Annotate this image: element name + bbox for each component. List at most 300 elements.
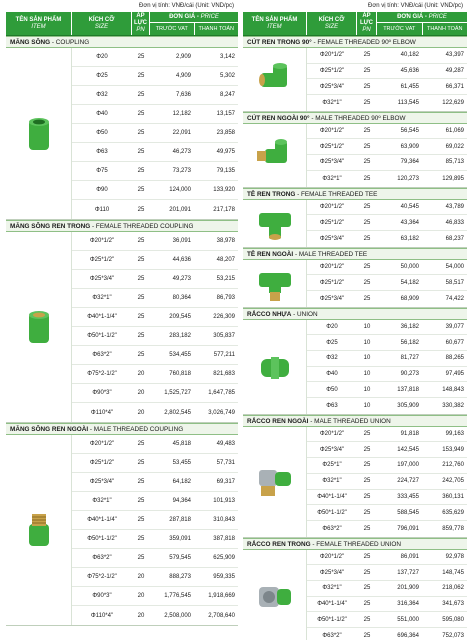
price-pre-vat-cell: 40,182 <box>400 52 419 59</box>
header-pn: ÁP LỰC <box>134 13 147 27</box>
size-cell: Φ25 <box>96 73 108 79</box>
pn-cell: 25 <box>363 83 371 90</box>
section-title-en: - MALE THREADED UNION <box>308 417 391 425</box>
price-pre-vat-cell: 50,000 <box>400 263 419 270</box>
table-row <box>72 251 238 270</box>
table-row <box>72 435 238 454</box>
table-row <box>72 454 238 473</box>
price-pre-vat-cell: 49,273 <box>172 276 191 282</box>
size-cell: Φ63*2" <box>92 352 112 358</box>
table-row <box>307 382 467 398</box>
table-header: TÊN SẢN PHẨM ITEM KÍCH CỠ SIZE ÁP LỰC PN ĐƠN GIÁ - PRICE TRƯỚC VAT THANH TOÁN <box>6 12 238 36</box>
section-title-en: - MALE THREADED TEE <box>293 250 368 258</box>
pn-cell: 25 <box>137 257 145 263</box>
price-pre-vat-cell: 86,091 <box>400 553 419 560</box>
price-pre-vat-cell: 46,273 <box>172 149 191 155</box>
price-total-cell: 859,778 <box>442 525 464 532</box>
pn-cell: 25 <box>363 553 371 560</box>
pn-cell: 25 <box>137 149 145 155</box>
price-pre-vat-cell: 316,364 <box>397 600 419 607</box>
pn-cell: 25 <box>363 68 371 75</box>
table-row <box>72 124 238 143</box>
price-pre-vat-cell: 113,545 <box>397 99 419 106</box>
pn-cell: 25 <box>137 295 145 301</box>
size-cell: Φ20*1/2" <box>319 203 345 210</box>
price-total-cell: 85,713 <box>445 159 464 166</box>
price-total-cell: 148,745 <box>442 569 464 576</box>
header-total: THANH TOÁN <box>426 25 463 32</box>
size-cell: Φ20 <box>326 323 338 330</box>
size-cell: Φ20*1/2" <box>89 441 115 447</box>
price-pre-vat-cell: 142,545 <box>397 446 419 453</box>
price-pre-vat-cell: 43,364 <box>400 219 419 226</box>
price-total-cell: 752,073 <box>442 632 464 639</box>
pn-cell: 25 <box>137 168 145 174</box>
table-row <box>307 521 467 537</box>
price-pre-vat-cell: 36,091 <box>172 238 191 244</box>
price-pre-vat-cell: 90,273 <box>400 371 419 378</box>
price-total-cell: 625,909 <box>213 555 235 561</box>
section-title <box>243 248 467 260</box>
size-cell: Φ40 <box>326 371 338 378</box>
size-cell: Φ20 <box>96 54 108 60</box>
pn-cell: 25 <box>363 632 371 639</box>
price-total-cell: 360,131 <box>442 493 464 500</box>
table-row <box>307 275 467 291</box>
price-total-cell: 97,495 <box>445 371 464 378</box>
price-pre-vat-cell: 201,909 <box>397 585 419 592</box>
price-total-cell: 46,833 <box>445 219 464 226</box>
size-cell: Φ50 <box>96 130 108 136</box>
price-pre-vat-cell: 579,545 <box>169 555 191 561</box>
price-pre-vat-cell: 197,000 <box>397 462 419 469</box>
price-total-cell: 43,397 <box>445 52 464 59</box>
size-cell: Φ40*1-1/4" <box>317 600 347 607</box>
pn-cell: 25 <box>137 276 145 282</box>
pn-cell: 25 <box>363 235 371 242</box>
male-threaded-coupling-icon <box>6 435 72 625</box>
section-title-en: - FEMALE THREADED 90º ELBOW <box>311 39 416 46</box>
table-row <box>307 64 467 80</box>
table-row <box>72 143 238 162</box>
size-cell: Φ20*1/2" <box>319 263 345 270</box>
table-row <box>72 403 238 422</box>
left-sections <box>6 36 238 626</box>
price-pre-vat-cell: 534,455 <box>169 352 191 358</box>
size-cell: Φ20*1/2" <box>319 52 345 59</box>
price-total-cell: 5,302 <box>219 73 235 79</box>
price-pre-vat-cell: 54,182 <box>400 279 419 286</box>
section-title-vi: MĂNG SÔNG <box>10 39 51 46</box>
price-total-cell: 242,705 <box>442 478 464 485</box>
table-row <box>307 597 467 613</box>
price-total-cell: 341,673 <box>442 600 464 607</box>
section-title <box>243 415 467 427</box>
product-section <box>243 48 467 112</box>
price-total-cell: 68,237 <box>445 235 464 242</box>
header-pre-vat: TRƯỚC VAT <box>150 23 195 35</box>
price-pre-vat-cell: 2,909 <box>175 54 191 60</box>
size-cell: Φ32*1" <box>92 295 112 301</box>
table-row <box>307 48 467 64</box>
price-total-cell: 122,629 <box>442 99 464 106</box>
table-row <box>307 335 467 351</box>
table-row <box>307 458 467 474</box>
price-pre-vat-cell: 12,182 <box>172 111 191 117</box>
price-pre-vat-cell: 45,636 <box>400 68 419 75</box>
table-row <box>72 327 238 346</box>
left-price-column <box>6 0 238 626</box>
pn-cell: 25 <box>137 54 145 60</box>
price-total-cell: 129,895 <box>442 175 464 182</box>
union-icon <box>243 320 307 414</box>
size-cell: Φ20*1/2" <box>319 128 345 135</box>
table-row <box>307 474 467 490</box>
pn-cell: 25 <box>137 555 145 561</box>
table-row <box>72 270 238 289</box>
table-row <box>307 200 467 216</box>
size-cell: Φ25*1/2" <box>319 219 345 226</box>
pn-cell: 25 <box>137 441 145 447</box>
female-threaded-coupling-icon <box>6 232 72 422</box>
header-size: KÍCH CỠ <box>318 16 345 23</box>
table-row <box>72 67 238 86</box>
pn-cell: 25 <box>363 203 371 210</box>
price-total-cell: 58,517 <box>445 279 464 286</box>
price-total-cell: 39,077 <box>445 323 464 330</box>
table-row <box>72 162 238 181</box>
price-total-cell: 49,483 <box>216 441 235 447</box>
price-pre-vat-cell: 588,545 <box>397 509 419 516</box>
price-total-cell: 821,683 <box>213 371 235 377</box>
price-total-cell: 13,157 <box>216 111 235 117</box>
price-total-cell: 218,062 <box>442 585 464 592</box>
price-pre-vat-cell: 209,545 <box>169 314 191 320</box>
table-row <box>307 505 467 521</box>
pn-cell: 25 <box>137 479 145 485</box>
price-pre-vat-cell: 80,364 <box>172 295 191 301</box>
table-row <box>307 351 467 367</box>
price-total-cell: 74,422 <box>445 295 464 302</box>
section-title-en: - COUPLING <box>50 39 90 46</box>
pn-cell: 25 <box>363 431 371 438</box>
product-section <box>243 200 467 248</box>
table-row <box>72 492 238 511</box>
pn-cell: 20 <box>137 574 145 580</box>
table-row <box>307 291 467 307</box>
table-row <box>72 181 238 200</box>
price-pre-vat-cell: 760,818 <box>169 371 191 377</box>
price-total-cell: 226,309 <box>213 314 235 320</box>
price-total-cell: 212,760 <box>442 462 464 469</box>
female-tee-icon <box>243 200 307 247</box>
size-cell: Φ50*1-1/2" <box>317 509 347 516</box>
price-total-cell: 1,647,785 <box>208 390 235 396</box>
pn-cell: 25 <box>363 493 371 500</box>
section-title-en: - FEMALE THREADED TEE <box>295 190 378 198</box>
header-size: KÍCH CỠ <box>88 16 115 23</box>
pn-cell: 25 <box>137 73 145 79</box>
product-section <box>243 260 467 308</box>
section-title <box>243 538 467 550</box>
price-pre-vat-cell: 120,273 <box>397 175 419 182</box>
table-row <box>72 473 238 492</box>
price-total-cell: 330,382 <box>442 402 464 409</box>
table-row <box>72 606 238 625</box>
price-pre-vat-cell: 796,091 <box>397 525 419 532</box>
size-cell: Φ40*1-1/4" <box>87 517 117 523</box>
product-section <box>243 320 467 415</box>
price-pre-vat-cell: 2,508,000 <box>164 612 191 619</box>
price-pre-vat-cell: 305,909 <box>397 402 419 409</box>
pn-cell: 10 <box>363 323 371 330</box>
pn-cell: 10 <box>363 386 371 393</box>
price-pre-vat-cell: 696,364 <box>397 632 419 639</box>
price-pre-vat-cell: 63,909 <box>400 143 419 150</box>
price-total-cell: 49,975 <box>216 149 235 155</box>
price-pre-vat-cell: 63,182 <box>400 235 419 242</box>
section-title-en: - FEMALE THREADED UNION <box>310 540 401 548</box>
size-cell: Φ25*3/4" <box>319 159 345 166</box>
header-price: ĐƠN GIÁ <box>169 13 196 20</box>
table-row <box>307 260 467 276</box>
size-cell: Φ25*1/2" <box>89 257 115 263</box>
header-item: TÊN SẢN PHẨM <box>251 16 298 23</box>
price-total-cell: 53,215 <box>216 276 235 282</box>
table-row <box>72 384 238 403</box>
price-pre-vat-cell: 888,273 <box>169 574 191 580</box>
product-section <box>243 427 467 538</box>
table-row <box>307 427 467 443</box>
price-total-cell: 387,818 <box>213 536 235 542</box>
pn-cell: 25 <box>363 52 371 59</box>
size-cell: Φ25*3/4" <box>319 83 345 90</box>
price-total-cell: 959,335 <box>213 574 235 580</box>
table-row <box>307 442 467 458</box>
pn-cell: 25 <box>363 263 371 270</box>
price-total-cell: 48,207 <box>216 257 235 263</box>
section-title-vi: MĂNG SÔNG REN TRONG <box>10 223 91 230</box>
pn-cell: 25 <box>137 92 145 98</box>
pn-cell: 25 <box>137 238 145 244</box>
header-item-en: ITEM <box>31 23 46 30</box>
price-pre-vat-cell: 56,545 <box>400 128 419 135</box>
section-title-vi: RẮCCO NHỰA <box>247 310 292 318</box>
price-pre-vat-cell: 551,000 <box>397 616 419 623</box>
price-total-cell: 57,731 <box>216 460 235 466</box>
pn-cell: 10 <box>363 339 371 346</box>
size-cell: Φ50*1-1/2" <box>317 616 347 623</box>
size-cell: Φ75*2-1/2" <box>87 371 117 377</box>
size-cell: Φ110 <box>94 206 110 213</box>
male-tee-icon <box>243 260 307 307</box>
size-cell: Φ25*3/4" <box>319 569 345 576</box>
size-cell: Φ63 <box>326 402 338 409</box>
price-pre-vat-cell: 64,182 <box>172 479 191 485</box>
pn-cell: 20 <box>137 409 145 416</box>
table-row <box>72 568 238 587</box>
pn-cell: 25 <box>137 206 145 213</box>
table-row <box>307 581 467 597</box>
size-cell: Φ32*1" <box>322 175 342 182</box>
pn-cell: 10 <box>363 355 371 362</box>
section-title <box>243 188 467 200</box>
section-title-vi: CÚT REN TRONG 90° <box>247 39 312 46</box>
price-total-cell: 38,978 <box>216 238 235 244</box>
section-title-en: - FEMALE THREADED COUPLING <box>90 223 194 230</box>
table-row <box>307 171 467 187</box>
size-cell: Φ25*3/4" <box>89 276 115 282</box>
price-pre-vat-cell: 68,909 <box>400 295 419 302</box>
price-pre-vat-cell: 44,636 <box>172 257 191 263</box>
pn-cell: 25 <box>363 525 371 532</box>
size-cell: Φ63*2" <box>322 632 342 639</box>
table-row <box>307 139 467 155</box>
pn-cell: 25 <box>363 128 371 135</box>
header-item-en: ITEM <box>267 23 282 30</box>
price-total-cell: 2,708,640 <box>208 612 235 619</box>
header-pn-en: PN <box>362 26 371 33</box>
section-title-vi: TÊ REN TRONG <box>247 190 296 198</box>
header-size-en: SIZE <box>94 23 109 30</box>
price-pre-vat-cell: 61,455 <box>400 83 419 90</box>
size-cell: Φ63 <box>96 149 108 155</box>
table-row <box>307 79 467 95</box>
green-coupling-icon <box>6 48 72 219</box>
right-price-column <box>243 0 467 640</box>
price-total-cell: 54,000 <box>445 263 464 270</box>
price-total-cell: 635,629 <box>442 509 464 516</box>
price-total-cell: 86,793 <box>216 295 235 301</box>
pn-cell: 25 <box>363 462 371 469</box>
size-cell: Φ25*3/4" <box>319 235 345 242</box>
table-row <box>72 308 238 327</box>
size-cell: Φ75 <box>96 168 108 174</box>
size-cell: Φ25 <box>326 339 338 346</box>
size-cell: Φ32 <box>96 92 108 98</box>
size-cell: Φ25*3/4" <box>89 479 115 485</box>
pn-cell: 20 <box>137 593 145 599</box>
size-cell: Φ75*2-1/2" <box>87 574 117 580</box>
table-row <box>307 124 467 140</box>
size-cell: Φ63*2" <box>92 555 112 561</box>
price-pre-vat-cell: 2,802,545 <box>164 409 191 416</box>
table-row <box>307 155 467 171</box>
pn-cell: 25 <box>363 295 371 302</box>
table-row <box>307 215 467 231</box>
table-row <box>72 86 238 105</box>
price-pre-vat-cell: 40,545 <box>400 203 419 210</box>
price-pre-vat-cell: 36,182 <box>400 323 419 330</box>
table-row <box>307 565 467 581</box>
section-title-vi: CÚT REN NGOÀI 90° <box>247 114 310 122</box>
size-cell: Φ50*1-1/2" <box>87 536 117 542</box>
price-pre-vat-cell: 94,364 <box>172 498 191 504</box>
unit-note: Đơn vị tính: VNĐ/cái (Unit: VND/pc) <box>139 3 234 9</box>
unit-note: Đơn vị tính: VNĐ/cái (Unit: VND/pc) <box>368 3 463 9</box>
size-cell: Φ20*1/2" <box>89 238 115 244</box>
size-cell: Φ50*1-1/2" <box>87 333 117 339</box>
size-cell: Φ90*3" <box>92 390 112 396</box>
price-total-cell: 133,920 <box>213 187 235 193</box>
price-total-cell: 23,858 <box>216 130 235 136</box>
price-pre-vat-cell: 91,818 <box>400 431 419 438</box>
price-pre-vat-cell: 137,818 <box>397 386 419 393</box>
table-header: TÊN SẢN PHẨM ITEM KÍCH CỠ SIZE ÁP LỰC PN ĐƠN GIÁ - PRICE TRƯỚC VAT THANH TOÁN <box>243 12 467 36</box>
price-total-cell: 69,317 <box>216 479 235 485</box>
price-total-cell: 595,080 <box>442 616 464 623</box>
size-cell: Φ25*1/2" <box>89 460 115 466</box>
price-pre-vat-cell: 56,182 <box>400 339 419 346</box>
size-cell: Φ20*1/2" <box>319 553 345 560</box>
price-total-cell: 60,677 <box>445 339 464 346</box>
section-title-vi: TÊ REN NGOÀI <box>247 250 294 258</box>
price-total-cell: 310,843 <box>213 517 235 523</box>
price-total-cell: 8,247 <box>219 92 235 98</box>
size-cell: Φ63*2" <box>322 525 342 532</box>
pn-cell: 25 <box>137 111 145 117</box>
header-price-en: PRICE <box>200 13 219 20</box>
size-cell: Φ90*3" <box>92 593 112 599</box>
section-title <box>243 36 467 48</box>
price-pre-vat-cell: 4,909 <box>175 73 191 79</box>
pn-cell: 20 <box>137 390 145 396</box>
table-row <box>72 511 238 530</box>
section-title-en: - MALE THREADED 90º ELBOW <box>309 114 406 122</box>
price-pre-vat-cell: 79,364 <box>400 159 419 166</box>
size-cell: Φ32*1" <box>322 585 342 592</box>
header-pn-en: PN <box>136 26 145 33</box>
pn-cell: 25 <box>363 585 371 592</box>
size-cell: Φ32*1" <box>322 478 342 485</box>
size-cell: Φ25*3/4" <box>319 446 345 453</box>
price-pre-vat-cell: 124,000 <box>169 187 191 193</box>
price-total-cell: 43,789 <box>445 203 464 210</box>
size-cell: Φ90 <box>96 187 108 193</box>
size-cell: Φ25*3/4" <box>319 295 345 302</box>
section-title <box>6 220 238 232</box>
price-pre-vat-cell: 81,727 <box>400 355 419 362</box>
pn-cell: 25 <box>363 509 371 516</box>
table-row <box>307 367 467 383</box>
table-row <box>307 612 467 628</box>
pn-cell: 10 <box>363 402 371 409</box>
price-pre-vat-cell: 22,091 <box>172 130 191 136</box>
section-title-vi: RẮCCO REN TRONG <box>247 540 311 548</box>
pn-cell: 20 <box>137 371 145 377</box>
price-total-cell: 305,837 <box>213 333 235 339</box>
price-total-cell: 3,142 <box>219 54 235 60</box>
pn-cell: 25 <box>137 130 145 136</box>
price-total-cell: 49,287 <box>445 68 464 75</box>
price-pre-vat-cell: 287,818 <box>169 517 191 523</box>
price-total-cell: 61,069 <box>445 128 464 135</box>
size-cell: Φ32*1" <box>322 99 342 106</box>
section-title-vi: MĂNG SÔNG REN NGOÀI <box>10 426 89 433</box>
header-item: TÊN SẢN PHẨM <box>15 16 62 23</box>
pn-cell: 25 <box>363 600 371 607</box>
price-total-cell: 577,211 <box>213 352 235 358</box>
male-union-icon <box>243 427 307 537</box>
product-section <box>6 435 238 626</box>
pn-cell: 25 <box>363 175 371 182</box>
price-pre-vat-cell: 359,091 <box>169 536 191 542</box>
price-pre-vat-cell: 283,182 <box>169 333 191 339</box>
header-total: THANH TOÁN <box>198 25 235 32</box>
price-total-cell: 92,978 <box>445 553 464 560</box>
price-total-cell: 66,371 <box>445 83 464 90</box>
pn-cell: 25 <box>363 478 371 485</box>
